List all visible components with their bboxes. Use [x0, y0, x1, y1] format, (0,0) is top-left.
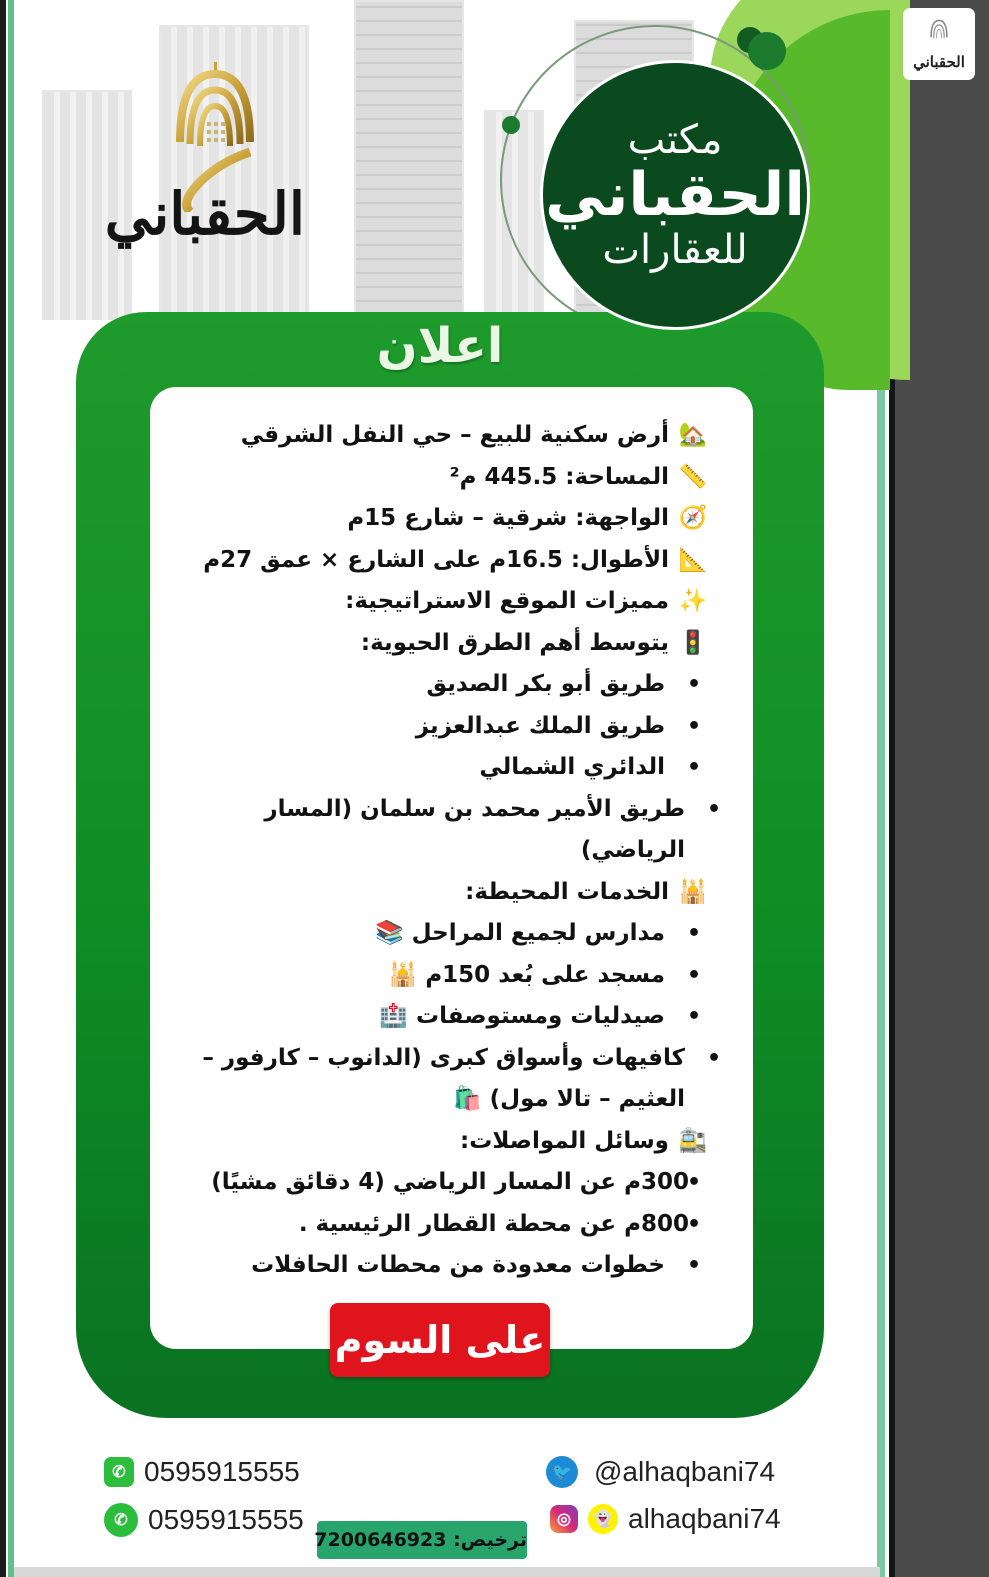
list-item: • خطوات معدودة من محطات الحافلات: [182, 1245, 709, 1287]
train-station-icon: 🚉: [678, 1127, 708, 1154]
list-item: • مدارس لجميع المراحل 📚: [182, 913, 709, 955]
services-heading: 🕌 الخدمات المحيطة:: [182, 872, 709, 914]
list-item: • صيدليات ومستوصفات 🏥: [182, 996, 709, 1038]
triangular-ruler-icon: 📐: [678, 546, 708, 573]
list-item: • 300م عن المسار الرياضي (4 دقائق مشيًا): [182, 1162, 709, 1204]
twitter-contact[interactable]: [546, 1456, 775, 1488]
hospital-icon: 🏥: [379, 1003, 409, 1029]
logo-wordmark: الحقباني: [104, 180, 305, 248]
badge-line-realestate: للعقارات: [602, 227, 748, 273]
twitter-handle: @alhaqbani74: [594, 1456, 776, 1487]
list-item: • طريق الأمير محمد بن سلمان (المسار الرياضي): [234, 789, 729, 872]
ruler-icon: 📏: [678, 463, 708, 490]
traffic-light-icon: 🚦: [678, 629, 708, 656]
instagram-icon: ◎: [550, 1505, 578, 1533]
mosque-icon: 🕌: [388, 961, 418, 988]
sparkles-icon: ✨: [678, 588, 708, 614]
dome-logo-icon: [924, 17, 954, 51]
building-shape: [354, 0, 464, 320]
compass-icon: 🧭: [678, 505, 708, 531]
ad-content: [150, 387, 753, 1349]
listing-dimensions: 📐 الأطوال: 16.5م على الشارع × عمق 27م: [182, 540, 709, 582]
side-logo-text: الحقباني: [913, 53, 965, 71]
whatsapp-icon: ✆: [104, 1503, 138, 1537]
decor-dot: [502, 116, 520, 134]
snapchat-instagram-contact[interactable]: [550, 1503, 781, 1535]
location-features-heading: ✨ مميزات الموقع الاستراتيجية:: [182, 581, 709, 623]
listing-facade: 🧭 الواجهة: شرقية – شارع 15م: [182, 498, 709, 540]
transport-heading: 🚉 وسائل المواصلات:: [182, 1121, 709, 1163]
list-item: • طريق أبو بكر الصديق: [182, 664, 709, 706]
house-with-garden-icon: 🏡: [678, 422, 708, 448]
decor-dot: [748, 32, 786, 70]
roads-heading: 🚦 يتوسط أهم الطرق الحيوية:: [182, 623, 709, 665]
listing-title: 🏡 أرض سكنية للبيع – حي النفل الشرقي: [182, 415, 709, 457]
badge-line-office: مكتب: [627, 117, 723, 163]
list-item: • مسجد على بُعد 150م 🕌: [182, 955, 709, 997]
list-item: • الدائري الشمالي: [182, 747, 709, 789]
list-item: • 800م عن محطة القطار الرئيسية .: [182, 1204, 709, 1246]
ad-title: اعلان: [376, 318, 504, 374]
mosque-icon: 🕌: [678, 878, 708, 905]
books-icon: 📚: [374, 920, 404, 946]
phone-icon: ✆: [104, 1457, 134, 1487]
twitter-icon: 🐦: [546, 1456, 578, 1488]
list-item: • طريق الملك عبدالعزيز: [182, 706, 709, 748]
license-badge: ترخيص: 7200646923: [317, 1521, 527, 1559]
list-item: • كافيهات وأسواق كبرى (الدانوب – كارفور – العثيم – تالا مول) 🛍️: [189, 1038, 729, 1121]
bottom-edge: [14, 1567, 880, 1577]
phone-number: 0595915555: [144, 1456, 300, 1487]
office-name-badge: [540, 60, 810, 330]
whatsapp-number: 0595915555: [148, 1504, 304, 1535]
snapchat-handle: alhaqbani74: [628, 1503, 781, 1534]
listing-area: 📏 المساحة: 445.5 م²: [182, 457, 709, 499]
badge-line-name: الحقباني: [545, 160, 805, 230]
bidding-badge: على السوم: [330, 1303, 550, 1377]
profile-avatar[interactable]: [903, 8, 975, 80]
whatsapp-contact[interactable]: [104, 1503, 304, 1537]
phone-contact[interactable]: [104, 1456, 300, 1488]
snapchat-icon: 👻: [588, 1504, 618, 1534]
shopping-bags-icon: 🛍️: [452, 1086, 482, 1112]
